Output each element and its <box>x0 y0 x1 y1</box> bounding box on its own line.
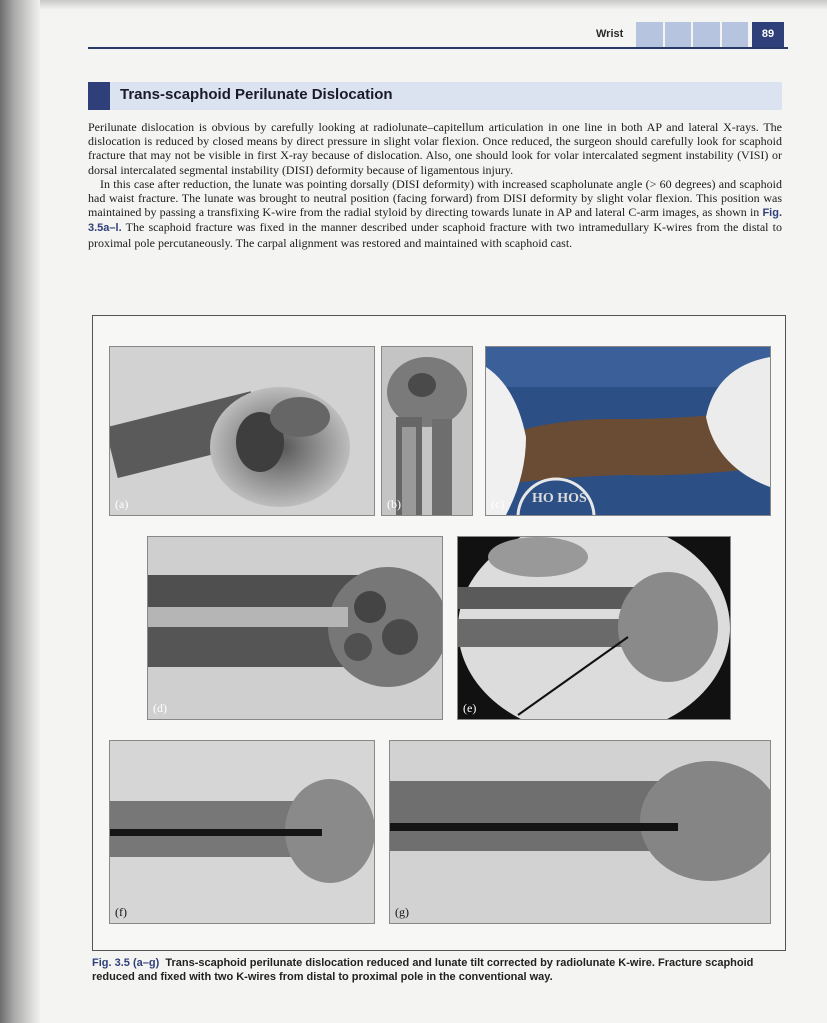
photo-watermark-text: HO HOS <box>532 491 587 506</box>
section-heading-mark <box>88 82 110 110</box>
xray-image-a <box>110 347 374 515</box>
xray-panel-g <box>389 740 771 924</box>
running-title: Wrist <box>596 28 624 40</box>
clinical-photo-c <box>486 347 770 515</box>
caption-text: Trans-scaphoid perilunate dislocation reduced and lunate tilt corrected by radiolunate K-wire. Fracture scaphoid reduced and fixed with two K-wires from distal to proximal pole in the conventional way. <box>92 957 754 983</box>
panel-label-f: (f) <box>115 905 127 919</box>
caption-figure-number: Fig. 3.5 (a–g) <box>92 957 160 969</box>
xray-image-g <box>390 741 770 923</box>
xray-panel-a <box>109 346 375 516</box>
figure-3-5 <box>92 315 786 951</box>
paragraph-2-text-a: In this case after reduction, the lunate was pointing dorsally (DISI deformity) with increased scapholunate angle (> 60 degrees) and scaphoid had waist fracture. The lunate was brought to neutral position (facing forward) from DISI deformity by slight volar flexion. This position was maintained by passing a transfixing K-wire from the radial styloid by directing towards lunate in AP and lateral C-arm images, as shown in <box>88 176 782 220</box>
xray-image-d <box>148 537 442 719</box>
xray-image-e <box>458 537 730 719</box>
running-header <box>88 22 788 48</box>
header-color-blocks <box>636 22 748 47</box>
figure-reference: Fig. 3.5a–l. <box>88 207 783 235</box>
panel-label-a: (a) <box>115 497 129 511</box>
paragraph-2 <box>88 177 782 250</box>
section-title: Trans-scaphoid Perilunate Dislocation <box>120 86 393 103</box>
panel-label-c: (c) <box>491 497 505 511</box>
paragraph-2-text-b: The scaphoid fracture was fixed in the manner described under scaphoid fracture with two intramedullary K-wires from the distal to proximal pole percutaneously. The carpal alignment was restored and maintained with scaphoid cast. <box>88 220 782 250</box>
page-number: 89 <box>752 22 784 47</box>
xray-image-b <box>382 347 472 515</box>
xray-panel-b <box>381 346 473 516</box>
page-top-shadow <box>40 0 827 10</box>
xray-panel-e <box>457 536 731 720</box>
header-rule <box>88 47 788 49</box>
section-heading <box>88 82 782 110</box>
figure-caption <box>92 956 792 984</box>
panel-label-e: (e) <box>463 701 477 715</box>
paragraph-1: Perilunate dislocation is obvious by carefully looking at radiolunate–capitellum articulation in one line in both AP and lateral X-rays. The dislocation is reduced by closed means by direct pressure in slight volar flexion. Once reduced, the surgeon should carefully look for scaphoid fracture that may not be visible in first X-ray because of dislocation. Also, one should look for volar intercalated segment instability (VISI) or dorsal intercalated segmental instability (DISI) deformity because of ligamentous injury. <box>88 120 782 177</box>
book-spine-shadow <box>0 0 40 1023</box>
xray-image-f <box>110 741 374 923</box>
panel-label-g: (g) <box>395 905 409 919</box>
xray-panel-d <box>147 536 443 720</box>
panel-label-b: (b) <box>387 497 401 511</box>
photo-panel-c <box>485 346 771 516</box>
body-text <box>88 120 782 250</box>
xray-panel-f <box>109 740 375 924</box>
panel-label-d: (d) <box>153 701 167 715</box>
